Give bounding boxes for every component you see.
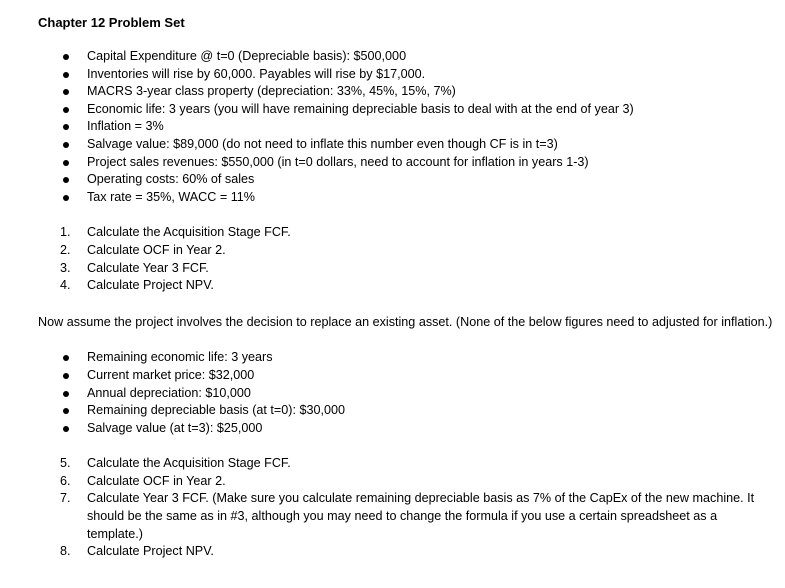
list-item [61, 171, 773, 189]
spacer [38, 331, 773, 349]
bullet-icon [63, 124, 69, 130]
bullet-icon [63, 160, 69, 166]
project-assumptions-list [38, 48, 773, 206]
list-item [61, 66, 773, 84]
item-number: 3. [60, 260, 71, 275]
item-number: 5. [60, 456, 71, 471]
list-item-text: MACRS 3-year class property (depreciation: 33%, 45%, 15%, 7%) [87, 84, 456, 99]
questions-list-part-2 [38, 455, 773, 561]
list-item [61, 490, 773, 543]
list-item [61, 224, 773, 242]
item-number: 6. [60, 473, 71, 488]
list-item-text: Operating costs: 60% of sales [87, 172, 255, 187]
list-item-text: Salvage value: $89,000 (do not need to inflate this number even though CF is in t=3) [87, 136, 558, 151]
document-title: Chapter 12 Problem Set [38, 15, 185, 30]
list-item-text: Calculate the Acquisition Stage FCF. [87, 225, 291, 240]
bullet-icon [63, 177, 69, 183]
spacer [38, 295, 773, 314]
bullet-icon [63, 195, 69, 201]
list-item-text: Calculate Year 3 FCF. (Make sure you calculate remaining depreciable basis as 7% of the CapEx of the new machine. It should be the same as in #3, although you may need to change the formula if you use a certain spreadsheet as a template.) [87, 491, 755, 541]
list-item-text: Capital Expenditure @ t=0 (Depreciable basis): $500,000 [87, 49, 407, 63]
list-item [61, 473, 773, 491]
list-item-text: Project sales revenues: $550,000 (in t=0 dollars, need to account for inflation in years 1-3) [87, 154, 589, 169]
item-number: 7. [60, 491, 71, 506]
list-item [61, 48, 773, 66]
list-item-text: Salvage value (at t=3): $25,000 [87, 420, 263, 435]
item-number: 8. [60, 544, 71, 559]
list-item [61, 101, 773, 119]
spacer [38, 206, 773, 224]
list-item [61, 154, 773, 172]
list-item [61, 260, 773, 278]
list-item-text: Calculate OCF in Year 2. [87, 242, 226, 257]
spacer [38, 437, 773, 455]
list-item [61, 420, 773, 438]
list-item-text: Remaining economic life: 3 years [87, 350, 273, 365]
list-item-text: Calculate the Acquisition Stage FCF. [87, 456, 291, 471]
document [38, 14, 773, 561]
list-item [61, 189, 773, 207]
list-item [61, 402, 773, 420]
item-number: 2. [60, 242, 71, 257]
list-item-text: Calculate Year 3 FCF. [87, 260, 209, 275]
list-item [61, 277, 773, 295]
bullet-icon [63, 54, 69, 60]
item-number: 1. [60, 225, 71, 240]
list-item-text: Current market price: $32,000 [87, 367, 255, 382]
list-item [61, 367, 773, 385]
bullet-icon [63, 142, 69, 148]
list-item [61, 455, 773, 473]
list-item [61, 543, 773, 561]
replacement-assumptions-list [38, 349, 773, 437]
list-item [61, 385, 773, 403]
bullet-icon [63, 408, 69, 414]
bullet-icon [63, 391, 69, 397]
list-item-text: Annual depreciation: $10,000 [87, 385, 251, 400]
list-item-text: Economic life: 3 years (you will have remaining depreciable basis to deal with at the end of year 3) [87, 101, 634, 116]
bullet-icon [63, 89, 69, 95]
list-item-text: Inventories will rise by 60,000. Payables will rise by $17,000. [87, 66, 426, 81]
list-item-text: Calculate Project NPV. [87, 278, 214, 293]
bullet-icon [63, 426, 69, 432]
replacement-intro-paragraph: Now assume the project involves the decision to replace an existing asset. (None of the below figures need to adjusted for inflation.) [38, 314, 773, 329]
bullet-icon [63, 373, 69, 379]
list-item [61, 349, 773, 367]
bullet-icon [63, 107, 69, 113]
list-item-text: Tax rate = 35%, WACC = 11% [87, 189, 255, 204]
list-item [61, 83, 773, 101]
item-number: 4. [60, 278, 71, 293]
bullet-icon [63, 355, 69, 361]
list-item [61, 136, 773, 154]
list-item-text: Inflation = 3% [87, 119, 164, 134]
list-item [61, 118, 773, 136]
list-item [61, 242, 773, 260]
questions-list-part-1 [38, 224, 773, 294]
list-item-text: Calculate Project NPV. [87, 544, 214, 559]
bullet-icon [63, 72, 69, 78]
list-item-text: Calculate OCF in Year 2. [87, 473, 226, 488]
list-item-text: Remaining depreciable basis (at t=0): $30,000 [87, 403, 345, 418]
